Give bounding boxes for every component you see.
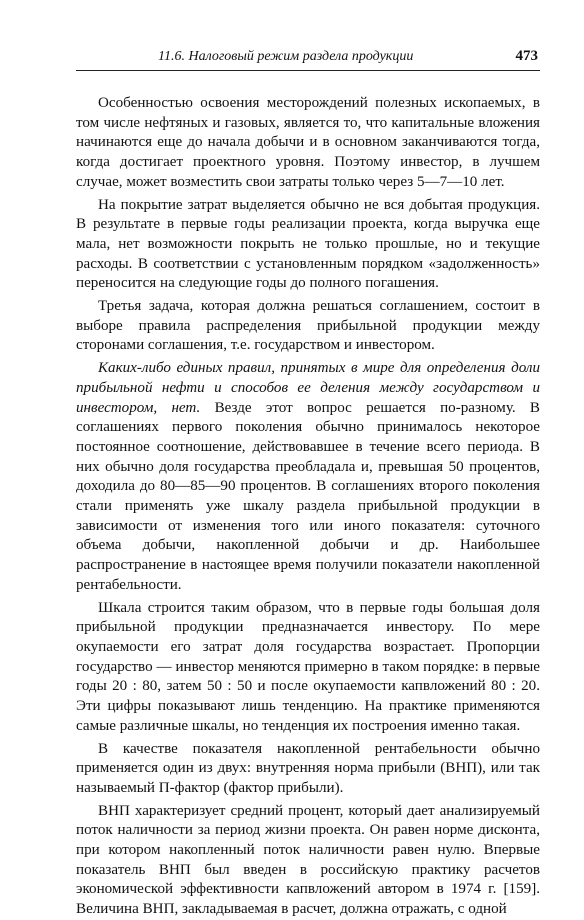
paragraph-text: В качестве показателя накопленной рентабельности обычно применяется один из двух: внутренняя норма прибыли (ВНП), или так называемый П-фактор (фактор прибыли).: [76, 740, 540, 796]
paragraph-text: На покрытие затрат выделяется обычно не вся добытая продукция. В результате в первые годы реализации проекта, когда выручка еще мала, нет возможности покрыть не только прошлые, но и текущие расходы. В соответствии с установленным порядком «задолженность» переносится на следующие годы до полного погашения.: [76, 196, 540, 292]
paragraph-text: Везде этот вопрос решается по-разному. В соглашениях первого поколения обычно принималось некоторое постоянное соотношение, действовавшее в течение всего периода. В них обычно доля государства преобладала и, превышая 50 процентов, доходила до 80—85—90 процентов. В соглашениях второго поколения стали применять уже шкалу раздела прибыльной продукции в зависимости от изменения того или иного показателя: суточного объема добычи, накопленной добычи и др. Наибольшее распространение в настоящее время получили показатели накопленной рентабельности.: [76, 399, 540, 593]
paragraph-text: Третья задача, которая должна решаться соглашением, состоит в выборе правила распределения прибыльной продукции между сторонами соглашения, т.е. государством и инвестором.: [76, 298, 540, 354]
paragraph: [76, 94, 540, 193]
paragraph: [76, 599, 540, 737]
paragraph: [76, 802, 540, 920]
paragraph: [76, 359, 540, 595]
body-text: [76, 94, 540, 920]
page-number: 473: [515, 48, 538, 64]
paragraph: [76, 196, 540, 295]
paragraph: [76, 740, 540, 799]
paragraph-text: Шкала строится таким образом, что в первые годы большая доля прибыльной продукции предназначается инвестору. По мере окупаемости его затрат доля государства возрастает. Пропорции государство — инвестор меняются примерно в таком порядке: в первые годы 20 : 80, затем 50 : 50 и после окупаемости капвложений 80 : 20. Эти цифры показывают лишь тенденцию. На практике применяются самые различные шкалы, но тенденция их построения именно такая.: [76, 599, 540, 734]
paragraph: [76, 297, 540, 356]
running-header-title: 11.6. Налоговый режим раздела продукции: [158, 49, 414, 64]
running-header: [76, 44, 540, 71]
emphasized-text: Каких-либо единых правил, принятых в мире для определения доли прибыльной нефти и способов ее деления между государством и инвестором, нет.: [76, 360, 540, 416]
paragraph-text: ВНП характеризует средний процент, который дает анализируемый поток наличности за период жизни проекта. Он равен норме дисконта, при котором накопленный поток наличности равен нулю. Впервые показатель ВНП был введен в российскую практику расчетов экономической эффективности капвложений автором в 1974 г. [159]. Величина ВНП, закладываемая в расчет, должна отражать, с одной: [76, 802, 540, 918]
paragraph-text: Особенностью освоения месторождений полезных ископаемых, в том числе нефтяных и газовых, является то, что капитальные вложения начинаются еще до начала добычи и в основном заканчиваются тогда, когда достигает проектного уровня. Поэтому инвестор, в лучшем случае, может возместить свои затраты только через 5—7—10 лет.: [76, 95, 540, 190]
